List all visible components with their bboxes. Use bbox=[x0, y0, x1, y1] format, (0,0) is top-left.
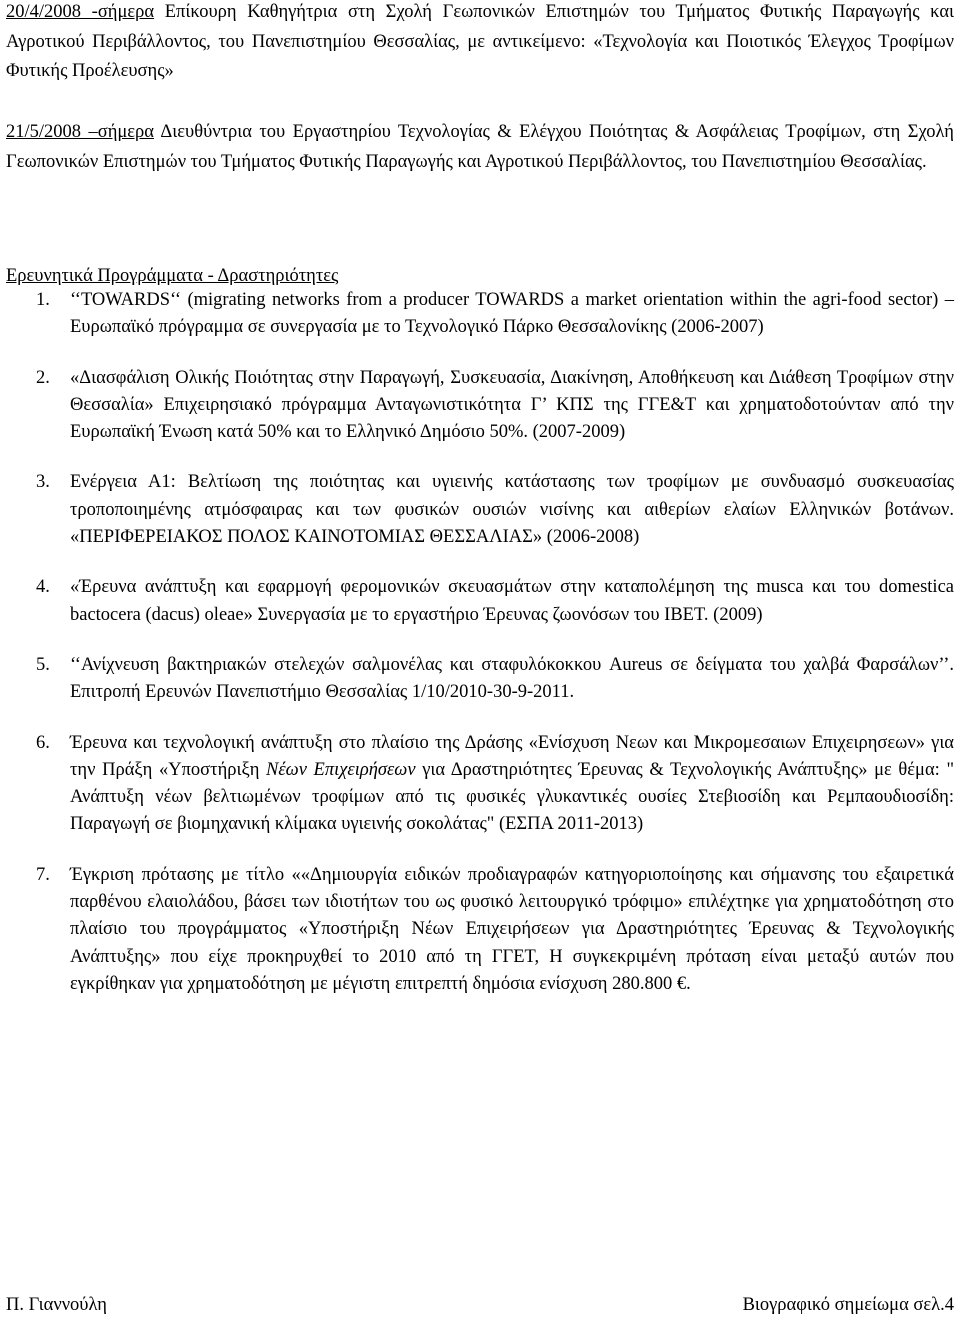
item-text: «Έρευνα ανάπτυξη και εφαρμογή φερομονικών σκευασμάτων στην καταπολέμηση της musca και του domestica bactocera (dacus) oleae» Συνεργασία με το εργαστήριο Έρευνας ζωονόσων του ΙΒΕΤ. (2009) bbox=[70, 577, 954, 625]
list-item bbox=[0, 862, 954, 998]
position-text-2: Διευθύντρια του Εργαστηρίου Τεχνολογίας & Ελέγχου Ποιότητας & Ασφάλειας Τροφίμων, στη Σχολή Γεωπονικών Επιστημών του Τμήματος Φυτικής Παραγωγής και Αγροτικού Περιβάλλοντος, του Πανεπιστημίου Θεσσαλίας. bbox=[6, 122, 954, 172]
footer-author: Π. Γιαννούλη bbox=[6, 1295, 107, 1315]
date-range-2: 21/5/2008 –σήμερα bbox=[6, 122, 154, 142]
footer-page-label: Βιογραφικό σημείωμα σελ.4 bbox=[742, 1295, 954, 1315]
item-number: 5. bbox=[36, 654, 50, 675]
list-item bbox=[0, 574, 954, 629]
research-programs-list bbox=[0, 287, 954, 998]
list-item bbox=[0, 365, 954, 447]
list-item bbox=[0, 652, 954, 707]
item-number: 7. bbox=[36, 864, 50, 885]
item-number: 6. bbox=[36, 732, 50, 753]
date-range-1: 20/4/2008 -σήμερα bbox=[6, 2, 155, 22]
item-number: 2. bbox=[36, 367, 50, 388]
item-text-part-b: για Δραστηριότητες Έρευνας & Τεχνολογικής Ανάπτυξης» με θέμα: " Ανάπτυξη νέων βελτιωμένων τροφίμων από τις φυσικές γλυκαντικές ουσίες Στεβιοσίδη και Ρεμπαουδιοσίδη: Παραγωγή σε βιομηχανική κλίμακα υγιεινής σοκολάτας" (ΕΣΠΑ 2011-2013) bbox=[70, 759, 954, 835]
item-text: ‘‘TOWARDS‘‘ (migrating networks from a producer TOWARDS a market orientation within the agri-food sector) – Ευρωπαϊκό πρόγραμμα σε συνεργασία με το Τεχνολογικό Πάρκο Θεσσαλονίκης (2006-2007) bbox=[70, 290, 954, 338]
position-text-1: Επίκουρη Καθηγήτρια στη Σχολή Γεωπονικών Επιστημών του Τμήματος Φυτικής Παραγωγής και Αγροτικού Περιβάλλοντος, του Πανεπιστημίου Θεσσαλίας, με αντικείμενο: «Τεχνολογία και Ποιοτικός Έλεγχος Τροφίμων Φυτικής Προέλευσης» bbox=[6, 2, 954, 81]
list-item bbox=[0, 730, 954, 839]
item-text: Ενέργεια Α1: Βελτίωση της ποιότητας και υγιεινής κατάστασης των τροφίμων με συνδυασμό συσκευασίας τροποποιημένης ατμόσφαιρας και των φυσικών ουσιών νισίνης και αιθερίων ελαίων Ελληνικών βοτάνων. «ΠΕΡΙΦΕΡΕΙΑΚΟΣ ΠΟΛΟΣ ΚΑΙΝΟΤΟΜΙΑΣ ΘΕΣΣΑΛΙΑΣ» (2006-2008) bbox=[70, 472, 954, 548]
item-text: Έγκριση πρότασης με τίτλο ««Δημιουργία ειδικών προδιαγραφών κατηγοριοποίησης και σήμανσης του εξαιρετικά παρθένου ελαιολάδου, βάσει των ιδιοτήτων του ως φυσικό λειτουργικό τρόφιμο» επιλέχτηκε για χρηματοδότηση στο πλαίσιο του προγράμματος «Υποστήριξη Νέων Επιχειρήσεων για Δραστηριότητες Έρευνας & Τεχνολογικής Ανάπτυξης» που είχε προκηρυχθεί το 2010 από τη ΓΓΕΤ, Η συγκεκριμένη πρόταση είναι μεταξύ αυτών που εγκρίθηκαν για χρηματοδότηση με μέγιστη επιτρεπτή δημόσια ενίσχυση 280.800 €. bbox=[70, 864, 954, 994]
item-number: 4. bbox=[36, 577, 50, 598]
item-number: 3. bbox=[36, 472, 50, 493]
list-item bbox=[0, 287, 954, 342]
item-text-part-a: Έρευνα και τεχνολογική ανάπτυξη στο πλαίσιο της Δράσης «Ενίσχυση Νεων και Μικρομεσαιων Επιχειρησεων» για την Πράξη «Υποστήριξη bbox=[70, 732, 954, 780]
item-text: «Διασφάλιση Ολικής Ποιότητας στην Παραγωγή, Συσκευασία, Διακίνηση, Αποθήκευση και Διάθεση Τροφίμων στην Θεσσαλία» Επιχειρησιακό πρόγραμμα Ανταγωνιστικότητα Γ’ ΚΠΣ της ΓΓΕ&Τ και χρηματοδοτούνταν από την Ευρωπαϊκή Ένωση κατά 50% και το Ελληνικό Δημόσιο 50%. (2007-2009) bbox=[70, 367, 954, 443]
item-text-italic: Νέων Επιχειρήσεων bbox=[266, 759, 416, 780]
item-number: 1. bbox=[36, 290, 50, 310]
section-heading: Ερευνητικά Προγράμματα - Δραστηριότητες bbox=[6, 266, 339, 286]
intro-paragraph-1 bbox=[6, 0, 954, 87]
list-item bbox=[0, 469, 954, 551]
intro-paragraph-2 bbox=[6, 118, 954, 177]
item-text: ‘‘Ανίχνευση βακτηριακών στελεχών σαλμονέλας και σταφυλόκοκκου Aureus σε δείγματα του χαλβά Φαρσάλων’’. Επιτροπή Ερευνών Πανεπιστήμιο Θεσσαλίας 1/10/2010-30-9-2011. bbox=[70, 654, 954, 703]
